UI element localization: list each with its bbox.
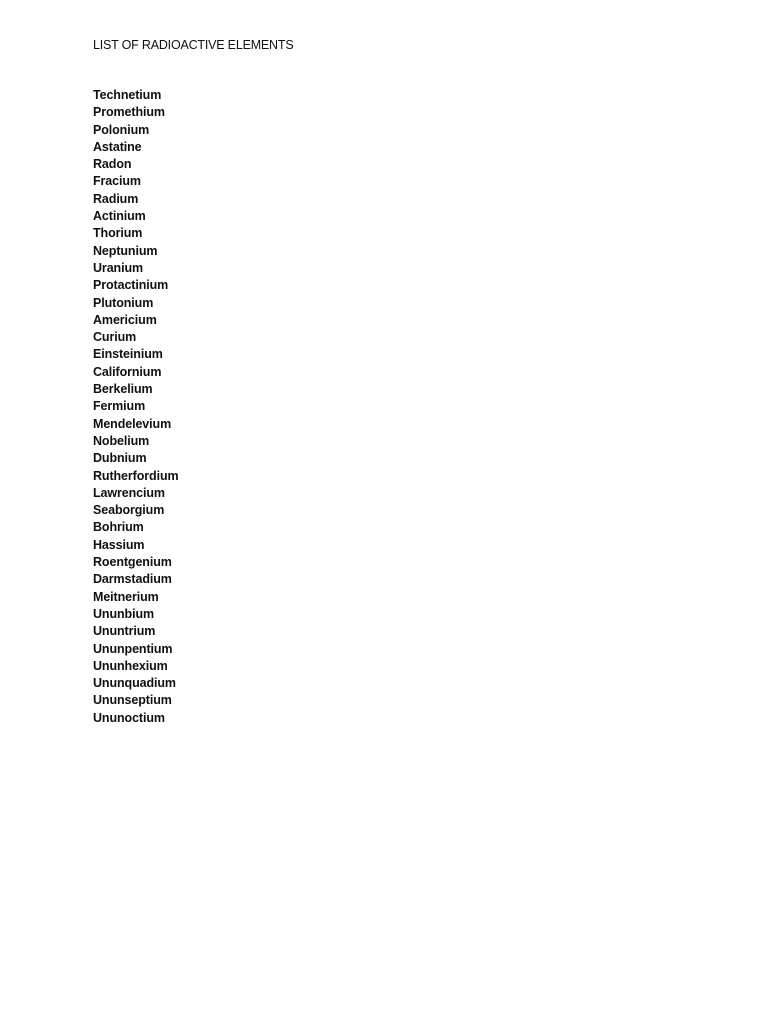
list-item: Fermium xyxy=(93,399,146,414)
list-item: Hassium xyxy=(93,537,145,552)
list-item: Ununseptium xyxy=(93,693,172,708)
list-item: Meitnerium xyxy=(93,589,159,604)
list-item: Americium xyxy=(93,312,157,327)
list-item: Ununoctium xyxy=(93,710,165,725)
list-item: Mendelevium xyxy=(93,416,172,431)
list-item: Berkelium xyxy=(93,382,153,397)
list-item: Ununtrium xyxy=(93,624,156,639)
radioactive-element-list xyxy=(93,87,179,727)
list-item: Promethium xyxy=(93,105,165,120)
list-item: Protactinium xyxy=(93,278,169,293)
list-item: Seaborgium xyxy=(93,503,165,518)
list-item: Nobelium xyxy=(93,433,150,448)
list-item: Radon xyxy=(93,157,132,172)
list-item: Actinium xyxy=(93,209,146,224)
list-item: Technetium xyxy=(93,88,162,102)
list-item: Roentgenium xyxy=(93,555,172,570)
list-item: Ununpentium xyxy=(93,641,173,656)
list-item: Fracium xyxy=(93,174,141,189)
list-item: Californium xyxy=(93,364,162,379)
list-item: Rutherfordium xyxy=(93,468,179,483)
list-item: Polonium xyxy=(93,122,150,137)
list-item: Einsteinium xyxy=(93,347,163,362)
list-item: Ununquadium xyxy=(93,676,176,691)
list-item: Plutonium xyxy=(93,295,154,310)
list-item: Darmstadium xyxy=(93,572,172,587)
list-item: Lawrencium xyxy=(93,485,165,500)
list-item: Ununhexium xyxy=(93,658,168,673)
list-item: Curium xyxy=(93,330,137,345)
list-item: Dubnium xyxy=(93,451,147,466)
list-item: Uranium xyxy=(93,260,144,275)
list-item: Astatine xyxy=(93,139,142,154)
list-item: Ununbium xyxy=(93,606,154,621)
document-title: LIST OF RADIOACTIVE ELEMENTS xyxy=(93,38,294,52)
list-item: Bohrium xyxy=(93,520,144,535)
list-item: Radium xyxy=(93,191,139,206)
list-item: Thorium xyxy=(93,226,143,241)
list-item: Neptunium xyxy=(93,243,158,258)
